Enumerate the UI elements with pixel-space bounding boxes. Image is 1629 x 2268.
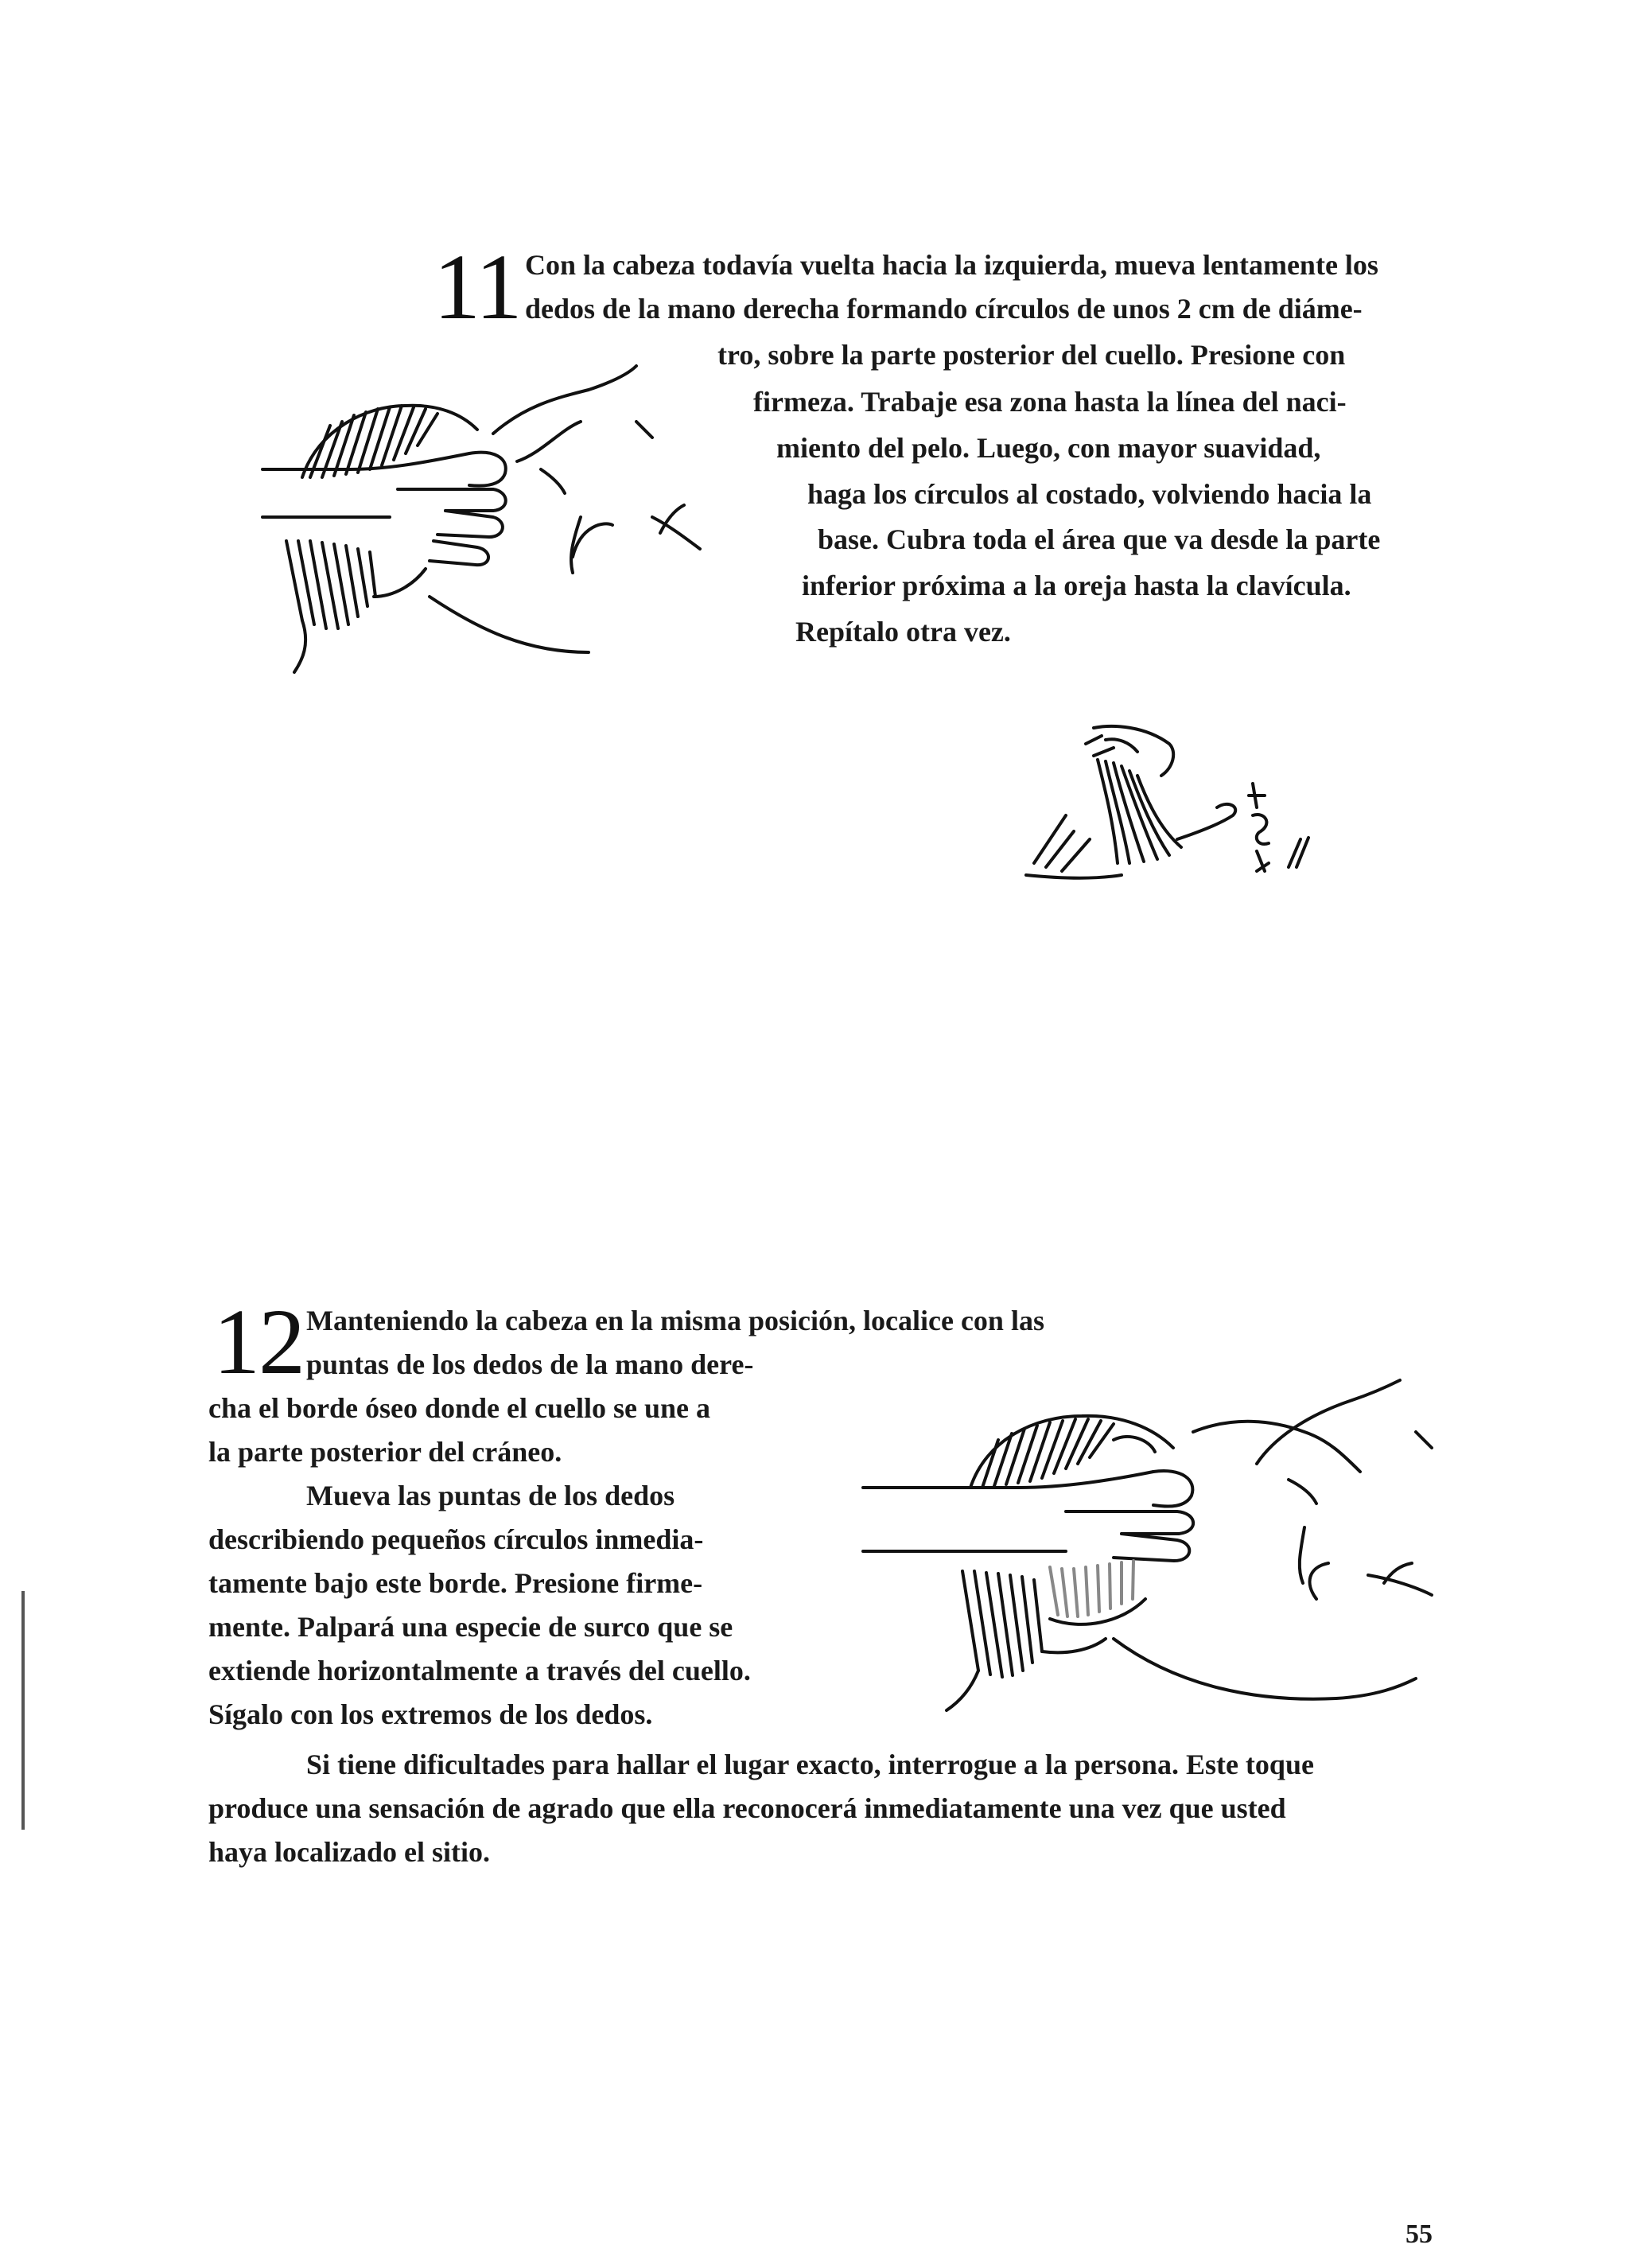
step-11-line-5: miento del pelo. Luego, con mayor suavidad, [776,432,1321,464]
left-margin-rule [21,1591,25,1830]
step-12-line-1: Manteniendo la cabeza en la misma posición, localice con las [306,1305,1044,1336]
step-12-line-8: mente. Palpará una especie de surco que se [208,1611,733,1643]
step-12-line-3: cha el borde óseo donde el cuello se une a [208,1392,710,1424]
step-11-line-8: inferior próxima a la oreja hasta la clavícula. [802,570,1351,601]
step-11-line-7: base. Cubra toda el área que va desde la parte [818,523,1381,555]
step-12-line-5: Mueva las puntas de los dedos [306,1480,675,1511]
step-11-line-6: haga los círculos al costado, volviendo hacia la [807,478,1372,510]
step-12-line-2: puntas de los dedos de la mano dere- [306,1348,754,1380]
step-11-number: 11 [433,235,521,339]
step-11-line-4: firmeza. Trabaje esa zona hasta la línea del naci- [753,386,1347,418]
step-12-line-7: tamente bajo este borde. Presione firme- [208,1567,703,1599]
step-11-line-1: Con la cabeza todavía vuelta hacia la izquierda, mueva lentamente los [525,249,1378,281]
step-12-line-12: produce una sensación de agrado que ella reconocerá inmediatamente una vez que usted [208,1792,1286,1824]
step-12-line-4: la parte posterior del cráneo. [208,1436,562,1468]
step-12-line-6: describiendo pequeños círculos inmedia- [208,1523,704,1555]
step-12-line-11: Si tiene dificultades para hallar el lugar exacto, interrogue a la persona. Este toque [306,1749,1314,1780]
illustration-small-sketch [1018,720,1368,911]
step-11-line-9: Repítalo otra vez. [795,616,1011,648]
step-12-line-9: extiende horizontalmente a través del cuello. [208,1655,751,1686]
step-11-line-3: tro, sobre la parte posterior del cuello. Presione con [717,339,1346,371]
step-12-number: 12 [213,1290,304,1394]
step-11-line-2: dedos de la mano derecha formando círculos de unos 2 cm de diáme- [525,293,1363,325]
step-12-line-10: Sígalo con los extremos de los dedos. [208,1698,653,1730]
page-number: 55 [1405,2219,1433,2249]
illustration-skull-ridge-step-12 [859,1384,1464,1718]
step-12-line-13: haya localizado el sitio. [208,1836,490,1868]
illustration-neck-massage-step-11 [255,358,764,676]
